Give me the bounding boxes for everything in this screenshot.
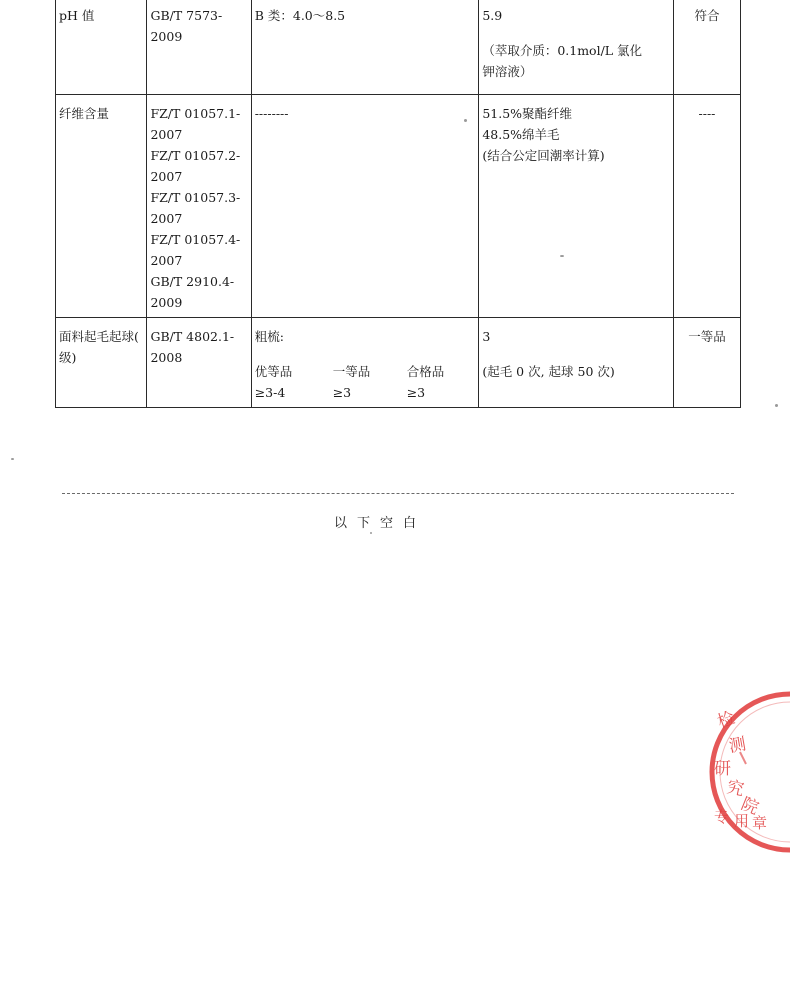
scan-speck: [370, 532, 372, 534]
svg-text:研: 研: [714, 759, 731, 779]
result-note: 钾溶液）: [482, 64, 533, 79]
item-name: 纤维含量: [59, 106, 110, 121]
standard-line: 2007: [150, 127, 183, 142]
item-name: 面料起毛起球(: [59, 329, 139, 344]
result-note: (起毛 0 次, 起球 50 次): [482, 364, 615, 379]
standard-line: FZ/T 01057.1-: [150, 106, 241, 121]
blank-below-note: 以下空白: [333, 516, 426, 531]
svg-text:测: 测: [727, 734, 748, 757]
standard-cell: [147, 318, 251, 408]
standard-line: FZ/T 01057.4-: [150, 232, 241, 247]
grade-value: ≥3-4: [254, 385, 286, 400]
grade-name: 一等品: [332, 364, 371, 379]
conclusion-text: ----: [698, 106, 716, 121]
standard-line: 2007: [150, 253, 183, 268]
standard-line: GB/T 4802.1-: [150, 329, 235, 344]
result-note: （萃取介质：0.1mol/L 氯化: [482, 43, 643, 58]
grade-value: ≥3: [406, 385, 426, 400]
requirement-cell: [251, 0, 479, 95]
result-value: 5.9: [482, 8, 503, 23]
svg-text:院: 院: [738, 794, 762, 820]
svg-text:用: 用: [734, 812, 750, 830]
standard-line: 2007: [150, 169, 183, 184]
standard-line: FZ/T 01057.3-: [150, 190, 241, 205]
item-cell: [56, 0, 147, 95]
standard-cell: [147, 95, 251, 318]
standard-line: 2008: [150, 350, 183, 365]
standard-cell: [147, 0, 251, 95]
standard-line: GB/T 7573-: [150, 8, 223, 23]
svg-text:检: 检: [714, 708, 738, 733]
requirement-cell: [251, 318, 479, 408]
scan-speck: [11, 458, 14, 460]
conclusion-text: 一等品: [688, 329, 726, 344]
scan-speck: [464, 119, 467, 122]
table-row-fiber: [56, 95, 741, 318]
standard-line: 2009: [150, 29, 183, 44]
item-cell: [56, 95, 147, 318]
requirement-text: --------: [254, 106, 289, 121]
standard-line: FZ/T 01057.2-: [150, 148, 241, 163]
grade-name: 优等品: [254, 364, 293, 379]
grade-names: [255, 361, 476, 382]
item-name: 级): [59, 350, 77, 365]
standard-line: 2009: [150, 295, 183, 310]
conclusion-cell: [673, 0, 740, 95]
table-row-ph: [56, 0, 741, 95]
standard-line: GB/T 2910.4-: [150, 274, 235, 289]
result-value: 48.5%绵羊毛: [482, 127, 560, 142]
table-row-pilling: [56, 318, 741, 408]
grade-values: [255, 382, 476, 403]
grade-name: 合格品: [406, 364, 445, 379]
dashed-divider: [62, 493, 734, 494]
result-cell: [479, 318, 674, 408]
conclusion-cell: [673, 95, 740, 318]
result-value: 51.5%聚酯纤维: [482, 106, 573, 121]
item-cell: [56, 318, 147, 408]
requirement-cell: [251, 95, 479, 318]
result-note: (结合公定回潮率计算): [482, 148, 605, 163]
svg-text:究: 究: [724, 777, 746, 801]
test-results-table: [55, 0, 741, 408]
scan-speck: [560, 255, 564, 257]
conclusion-text: 符合: [694, 8, 720, 23]
grade-value: ≥3: [332, 385, 352, 400]
official-seal-stamp: [700, 682, 790, 862]
result-cell: [479, 0, 674, 95]
requirement-text: B 类：4.0～8.5: [254, 8, 346, 23]
requirement-method: 粗梳:: [254, 329, 284, 344]
svg-text:章: 章: [752, 814, 768, 832]
conclusion-cell: [673, 318, 740, 408]
item-name: pH 值: [59, 8, 95, 23]
standard-line: 2007: [150, 211, 183, 226]
result-value: 3: [482, 329, 491, 344]
result-cell: [479, 95, 674, 318]
svg-text:专: 专: [714, 808, 730, 826]
scan-speck: [775, 404, 778, 407]
